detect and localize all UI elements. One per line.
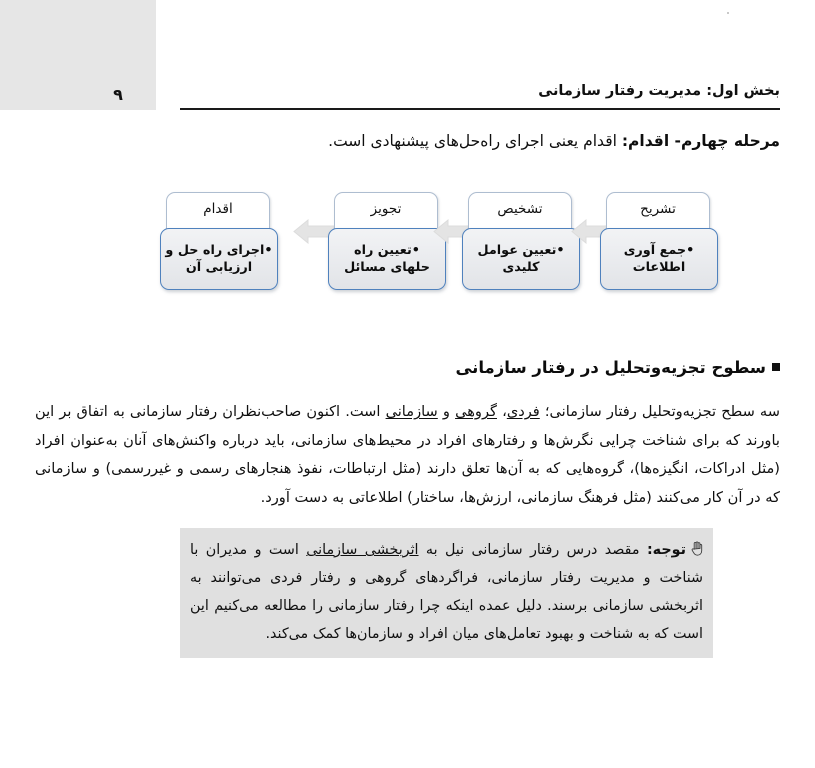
- body-underline-sazmani: سازمانی: [385, 403, 438, 420]
- stage-four-intro-paragraph: [35, 128, 780, 154]
- running-header-title: بخش اول: مدیریت رفتار سازمانی: [538, 83, 780, 99]
- flow-stage-tashrih-detail-card: [600, 228, 718, 290]
- note-underline-effectiveness: اثربخشی سازمانی: [306, 542, 419, 558]
- flow-stage-tashrih-detail: •جمع آوری اطلاعات: [623, 243, 695, 275]
- flow-stage-tashkhis-detail: •تعیین عوامل کلیدی: [477, 243, 565, 275]
- flow-stage-tashrih: [600, 190, 718, 300]
- note-callout-box: [180, 528, 713, 658]
- flow-stage-tajviz-title: تجویز: [370, 201, 402, 217]
- body-part-4: است. اکنون صاحب‌نظران رفتار سازمانی به اتفاق بر این باورند که برای شناخت چرایی نگرش‌ها و رفتارهای افراد در محیط‌های سازمانی، باید درباره واکنش‌های آنان به‌عنوان افراد (مثل ادراکات، انگیزه‌ها)، گروه‌هایی که به آن‌ها تعلق دارند (مثل ارتباطات، نفوذ هنجارهای رسمی و غیررسمی) و سازمانی که در آن کار می‌کنند (مثل فرهنگ سازمانی، ارزش‌ها، ساختار) اطلاعاتی به دست آورد.: [35, 403, 780, 506]
- hand-pointer-icon: [690, 541, 703, 556]
- problem-solving-flow-diagram: [0, 190, 815, 310]
- body-part-1: سه سطح تجزیه‌وتحلیل رفتار سازمانی؛: [539, 403, 780, 420]
- page-speck-artifact: [727, 12, 729, 14]
- flow-stage-tashkhis-detail-card: [462, 228, 580, 290]
- stage-four-intro-text: اقدام یعنی اجرای راه‌حل‌های پیشنهادی است.: [328, 132, 622, 150]
- body-underline-goroohi: گروهی: [455, 403, 497, 420]
- square-bullet-icon: [772, 363, 780, 371]
- section-heading-text: سطوح تجزیه‌وتحلیل در رفتار سازمانی: [455, 358, 766, 377]
- body-part-3: و: [437, 403, 456, 420]
- note-part-2: است و مدیران با شناخت و مدیریت رفتار سازمانی، فراگردهای گروهی و رفتار فردی می‌توانند به اثربخشی سازمانی برسند. دلیل عمده اینکه چرا رفتار سازمانی را مطالعه می‌کنیم این است که به شناخت و بهبود تعامل‌های میان افراد و سازمان‌ها کمک می‌کند.: [190, 542, 703, 642]
- body-part-2: ،: [496, 403, 507, 420]
- body-paragraph: [35, 398, 780, 512]
- note-text: [190, 536, 703, 648]
- flow-stage-tajviz: [328, 190, 446, 300]
- page-number: ۹: [113, 85, 123, 104]
- header-divider-rule: [180, 108, 780, 110]
- flow-stage-eghdam-detail-card: [160, 228, 278, 290]
- flow-stage-eghdam-title: اقدام: [203, 201, 233, 217]
- flow-stage-eghdam: [160, 190, 278, 300]
- stage-four-lead-label: مرحله چهارم- اقدام:: [621, 132, 780, 150]
- flow-stage-tajviz-detail-card: [328, 228, 446, 290]
- flow-stage-tashrih-title: تشریح: [640, 201, 676, 217]
- flow-stage-eghdam-detail: •اجرای راه حل و ارزیابی آن: [165, 243, 273, 275]
- body-underline-fardi: فردی: [506, 403, 540, 420]
- note-part-1: مقصد درس رفتار سازمانی نیل به: [418, 542, 647, 558]
- section-heading: [455, 358, 780, 377]
- note-lead-label: توجه:: [646, 542, 686, 558]
- flow-stage-tajviz-detail: •تعیین راه حلهای مسائل: [344, 243, 430, 275]
- flow-stage-tashkhis-title: تشخیص: [497, 201, 543, 217]
- flow-stage-tashkhis: [462, 190, 580, 300]
